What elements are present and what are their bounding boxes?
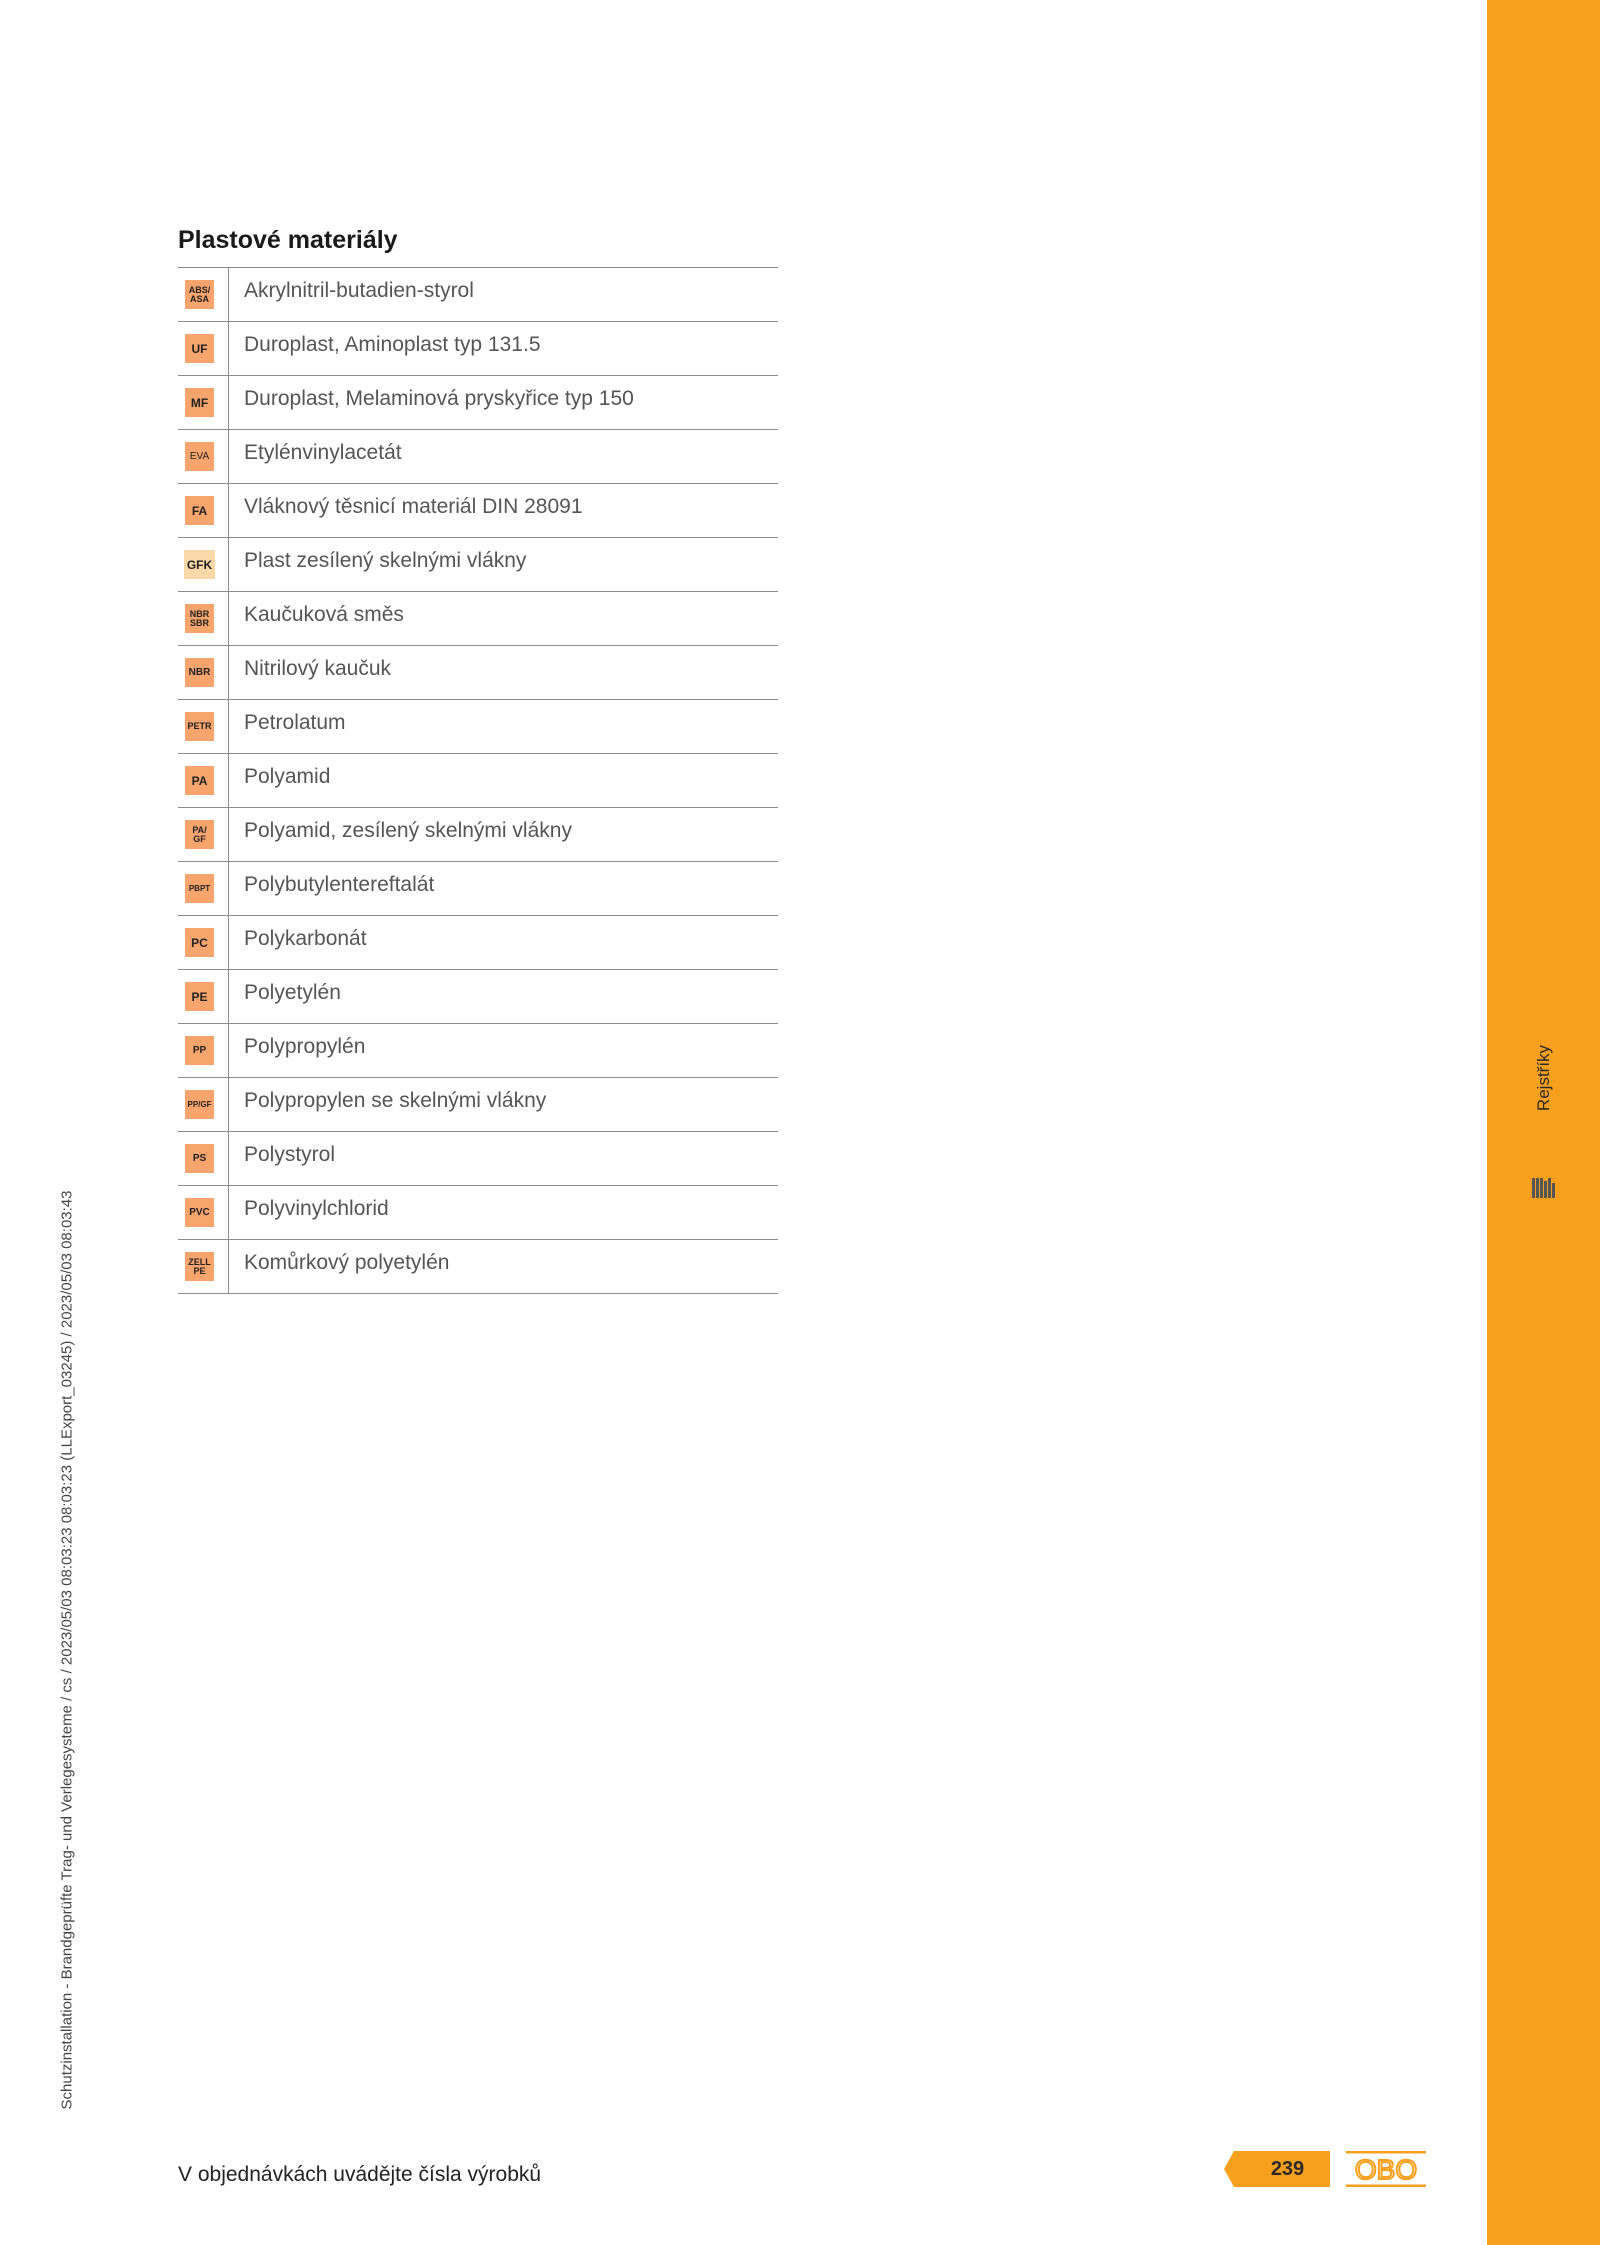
material-badge: ZELL PE [185,1252,214,1281]
material-badge: PETR [185,712,214,741]
table-row [178,376,778,430]
code-cell [178,484,229,537]
material-name: Polyamid [244,765,331,788]
material-name: Komůrkový polyetylén [244,1251,450,1274]
logo-text: OBO [1354,2154,1418,2185]
table-row [178,808,778,862]
material-badge: NBR [185,658,214,687]
orange-sidebar [1487,0,1600,2245]
material-badge: PE [185,982,214,1011]
code-cell [178,1078,229,1131]
material-badge: PS [185,1144,214,1173]
code-cell [178,1240,229,1293]
code-cell [178,754,229,807]
material-name: Polyvinylchlorid [244,1197,389,1220]
material-badge: ABS/ ASA [185,280,214,309]
document-meta-line: Schutzinstallation - Brandgeprüfte Trag- und Verlegesysteme / cs / 2023/05/03 08:03:23 08:03:23 (LLExport_03245) / 2023/05/03 08:03:43 [58,1190,76,2110]
code-cell [178,1186,229,1239]
code-cell [178,430,229,483]
code-cell [178,268,229,321]
code-cell [178,700,229,753]
material-badge: EVA [185,442,214,471]
code-cell [178,1132,229,1185]
table-row [178,970,778,1024]
page-title: Plastové materiály [178,226,398,254]
table-row [178,322,778,376]
material-badge: PA/ GF [185,820,214,849]
obo-logo [1346,2151,1426,2187]
material-badge: PBPT [185,874,214,903]
material-badge: PA [185,766,214,795]
material-name: Duroplast, Aminoplast typ 131.5 [244,333,541,356]
material-name: Plast zesílený skelnými vlákny [244,549,527,572]
code-cell [178,970,229,1023]
code-cell [178,808,229,861]
table-row [178,1078,778,1132]
material-name: Polybutylentereftalát [244,873,435,896]
material-name: Nitrilový kaučuk [244,657,392,680]
table-row [178,862,778,916]
material-name: Polystyrol [244,1143,336,1166]
table-row [178,1024,778,1078]
code-cell [178,1024,229,1077]
material-name: Petrolatum [244,711,346,734]
table-row [178,1186,778,1240]
material-badge: PP [185,1036,214,1065]
table-row [178,1132,778,1186]
table-row [178,1240,778,1294]
material-name: Duroplast, Melaminová pryskyřice typ 150 [244,387,634,410]
table-row [178,538,778,592]
material-name: Kaučuková směs [244,603,404,626]
material-badge: PVC [185,1198,214,1227]
material-name: Polypropylén [244,1035,366,1058]
material-badge: UF [185,334,214,363]
material-name: Etylénvinylacetát [244,441,402,464]
material-badge: MF [185,388,214,417]
material-badge: PC [185,928,214,957]
table-row [178,646,778,700]
code-cell [178,862,229,915]
material-name: Polykarbonát [244,927,367,950]
material-name: Akrylnitril-butadien-styrol [244,279,474,302]
page-number: 239 [1270,2157,1305,2180]
table-row [178,268,778,322]
sidebar-section-label[interactable]: Rejstříky [1534,1044,1553,1112]
material-badge: PP/GF [185,1090,214,1119]
table-row [178,754,778,808]
table-row [178,592,778,646]
code-cell [178,322,229,375]
material-badge: FA [185,496,214,525]
materials-table [178,267,778,1294]
code-cell [178,376,229,429]
material-name: Vláknový těsnicí materiál DIN 28091 [244,495,583,518]
index-icon [1532,1178,1556,1198]
code-cell [178,592,229,645]
footer-note: V objednávkách uvádějte čísla výrobků [178,2163,542,2186]
material-name: Polyetylén [244,981,341,1004]
code-cell [178,916,229,969]
material-name: Polypropylen se skelnými vlákny [244,1089,547,1112]
material-name: Polyamid, zesílený skelnými vlákny [244,819,572,842]
table-row [178,700,778,754]
table-row [178,430,778,484]
material-badge: GFK [184,550,215,579]
table-row [178,916,778,970]
code-cell [178,646,229,699]
material-badge: NBR SBR [185,604,214,633]
code-cell [178,538,229,591]
table-row [178,484,778,538]
